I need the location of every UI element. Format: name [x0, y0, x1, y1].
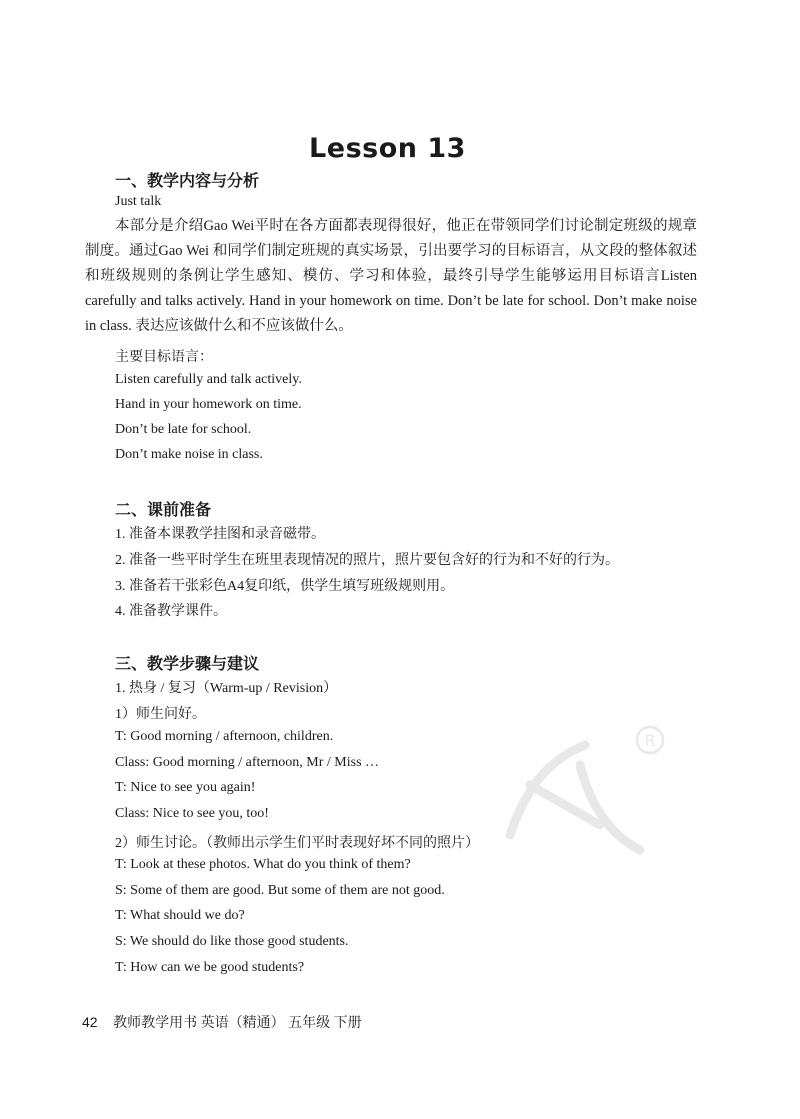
book-title: 教师教学用书 英语（精通） 五年级 下册: [113, 1016, 362, 1031]
step-line: 1）师生问好。: [115, 707, 206, 722]
dialogue-line: T: How can we be good students?: [115, 960, 305, 975]
target-sentence: Don’t be late for school.: [115, 422, 252, 437]
dialogue-line: T: Good morning / afternoon, children.: [115, 729, 334, 744]
subsection-just-talk: Just talk: [115, 194, 162, 209]
section-heading-teaching-steps: 三、教学步骤与建议: [115, 654, 260, 673]
section-heading-preparation: 二、课前准备: [115, 500, 212, 519]
page-footer: [82, 1012, 362, 1032]
dialogue-line: Class: Nice to see you, too!: [115, 806, 269, 821]
preparation-item: 1. 准备本课教学挂图和录音磁带。: [115, 527, 325, 542]
target-sentence: Listen carefully and talk actively.: [115, 372, 302, 387]
page-title: Lesson 13: [309, 133, 466, 164]
analysis-paragraph: 本部分是介绍Gao Wei平时在各方面都表现得很好，他正在带领同学们讨论制定班级的规章制度。通过Gao Wei 和同学们制定班规的真实场景，引出要学习的目标语言，从文段的整体叙述和班级规则的条例让学生感知、模仿、学习和体验，最终引导学生能够运用目标语言Listen carefully and talks actively. Hand in your homework on time. Don’t be late for school. Don’t make noise in class. 表达应该做什么和不应该做什么。: [85, 218, 697, 334]
step-line: 1. 热身 / 复习（Warm-up / Revision）: [115, 681, 338, 696]
svg-text:R: R: [644, 731, 656, 750]
step-line: 2）师生讨论。（教师出示学生们平时表现好坏不同的照片）: [115, 836, 479, 851]
registered-mark-icon: [637, 727, 663, 753]
dialogue-line: S: We should do like those good students.: [115, 934, 349, 949]
dialogue-line: T: Nice to see you again!: [115, 780, 256, 795]
dialogue-line: T: Look at these photos. What do you think of them?: [115, 857, 411, 872]
dialogue-line: T: What should we do?: [115, 908, 245, 923]
target-sentence: Don’t make noise in class.: [115, 447, 263, 462]
publisher-watermark-icon: [490, 715, 670, 875]
preparation-item: 3. 准备若干张彩色A4复印纸，供学生填写班级规则用。: [115, 579, 455, 594]
target-language-label: 主要目标语言：: [115, 350, 213, 365]
dialogue-line: S: Some of them are good. But some of them are not good.: [115, 883, 445, 898]
dialogue-line: Class: Good morning / afternoon, Mr / Miss …: [115, 755, 380, 770]
section-heading-content-analysis: 一、教学内容与分析: [115, 171, 260, 190]
preparation-item: 4. 准备教学课件。: [115, 604, 227, 619]
page-number: 42: [82, 1014, 98, 1030]
target-sentence: Hand in your homework on time.: [115, 397, 302, 412]
analysis-paragraph-block: [85, 214, 697, 339]
preparation-item: 2. 准备一些平时学生在班里表现情况的照片，照片要包含好的行为和不好的行为。: [115, 553, 619, 568]
